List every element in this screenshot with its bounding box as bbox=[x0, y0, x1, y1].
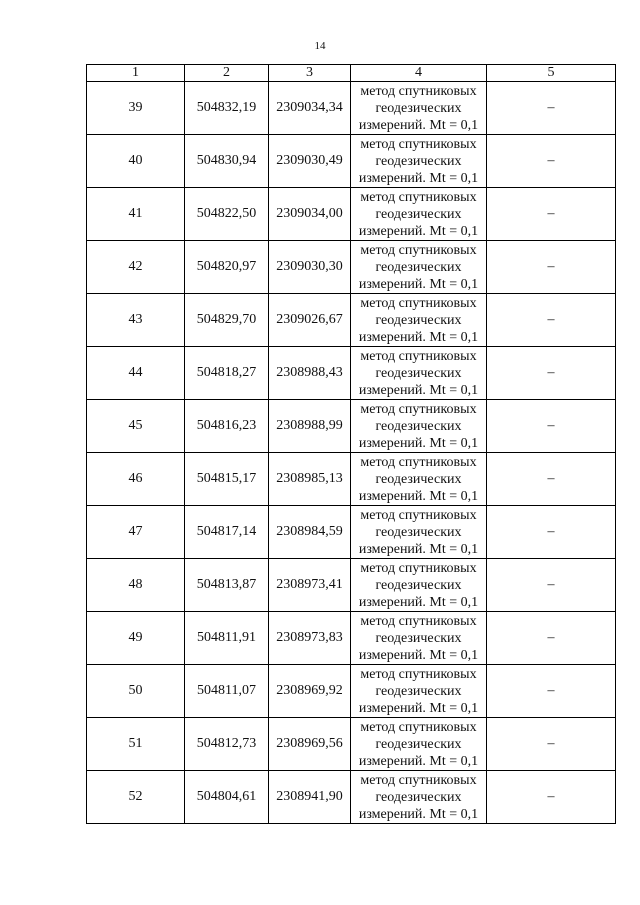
x-coordinate-cell: 504811,91 bbox=[185, 612, 269, 665]
y-coordinate-cell: 2308985,13 bbox=[269, 453, 351, 506]
method-text-line: метод спутниковых bbox=[360, 560, 477, 576]
method-text-line: измерений. Mt = 0,1 bbox=[358, 594, 479, 610]
y-coordinate-cell: 2308941,90 bbox=[269, 771, 351, 824]
table-row bbox=[87, 82, 616, 135]
method-text-line: метод спутниковых bbox=[360, 401, 477, 417]
method-text-line: измерений. Mt = 0,1 bbox=[358, 117, 479, 133]
method-text-line: измерений. Mt = 0,1 bbox=[358, 435, 479, 451]
method-cell bbox=[351, 612, 487, 665]
method-text-line: геодезических bbox=[375, 630, 462, 646]
table-row bbox=[87, 506, 616, 559]
page-number: 14 bbox=[314, 40, 326, 52]
method-text-line: измерений. Mt = 0,1 bbox=[358, 647, 479, 663]
method-cell bbox=[351, 347, 487, 400]
table-row bbox=[87, 188, 616, 241]
point-number-cell: 43 bbox=[87, 294, 185, 347]
method-cell bbox=[351, 559, 487, 612]
column-5-cell: – bbox=[487, 294, 616, 347]
column-header-4: 4 bbox=[351, 65, 487, 82]
column-5-cell: – bbox=[487, 612, 616, 665]
method-text-line: геодезических bbox=[375, 471, 462, 487]
table-row bbox=[87, 665, 616, 718]
method-text-line: измерений. Mt = 0,1 bbox=[358, 276, 479, 292]
y-coordinate-cell: 2309030,49 bbox=[269, 135, 351, 188]
method-text-line: геодезических bbox=[375, 100, 462, 116]
method-text-line: метод спутниковых bbox=[360, 507, 477, 523]
x-coordinate-cell: 504817,14 bbox=[185, 506, 269, 559]
method-text-line: геодезических bbox=[375, 418, 462, 434]
x-coordinate-cell: 504829,70 bbox=[185, 294, 269, 347]
method-text-line: геодезических bbox=[375, 736, 462, 752]
x-coordinate-cell: 504816,23 bbox=[185, 400, 269, 453]
x-coordinate-cell: 504813,87 bbox=[185, 559, 269, 612]
table-row bbox=[87, 453, 616, 506]
table-header-row bbox=[87, 65, 616, 82]
column-5-cell: – bbox=[487, 506, 616, 559]
method-text-line: измерений. Mt = 0,1 bbox=[358, 700, 479, 716]
column-5-cell: – bbox=[487, 718, 616, 771]
point-number-cell: 46 bbox=[87, 453, 185, 506]
table-row bbox=[87, 135, 616, 188]
y-coordinate-cell: 2308988,43 bbox=[269, 347, 351, 400]
method-text-line: метод спутниковых bbox=[360, 295, 477, 311]
method-text-line: метод спутниковых bbox=[360, 83, 477, 99]
column-5-cell: – bbox=[487, 771, 616, 824]
x-coordinate-cell: 504830,94 bbox=[185, 135, 269, 188]
table-row bbox=[87, 718, 616, 771]
x-coordinate-cell: 504812,73 bbox=[185, 718, 269, 771]
point-number-cell: 50 bbox=[87, 665, 185, 718]
method-cell bbox=[351, 400, 487, 453]
method-text-line: метод спутниковых bbox=[360, 454, 477, 470]
column-5-cell: – bbox=[487, 400, 616, 453]
method-text-line: метод спутниковых bbox=[360, 189, 477, 205]
y-coordinate-cell: 2308984,59 bbox=[269, 506, 351, 559]
method-text-line: измерений. Mt = 0,1 bbox=[358, 382, 479, 398]
point-number-cell: 51 bbox=[87, 718, 185, 771]
x-coordinate-cell: 504820,97 bbox=[185, 241, 269, 294]
point-number-cell: 52 bbox=[87, 771, 185, 824]
y-coordinate-cell: 2309030,30 bbox=[269, 241, 351, 294]
point-number-cell: 45 bbox=[87, 400, 185, 453]
method-text-line: измерений. Mt = 0,1 bbox=[358, 488, 479, 504]
method-text-line: метод спутниковых bbox=[360, 613, 477, 629]
method-text-line: измерений. Mt = 0,1 bbox=[358, 806, 479, 822]
column-5-cell: – bbox=[487, 559, 616, 612]
column-5-cell: – bbox=[487, 82, 616, 135]
table-row bbox=[87, 400, 616, 453]
x-coordinate-cell: 504818,27 bbox=[185, 347, 269, 400]
method-cell bbox=[351, 294, 487, 347]
method-text-line: геодезических bbox=[375, 524, 462, 540]
method-cell bbox=[351, 188, 487, 241]
coordinates-table bbox=[86, 64, 616, 824]
method-text-line: геодезических bbox=[375, 577, 462, 593]
point-number-cell: 39 bbox=[87, 82, 185, 135]
method-cell bbox=[351, 718, 487, 771]
x-coordinate-cell: 504822,50 bbox=[185, 188, 269, 241]
method-text-line: геодезических bbox=[375, 153, 462, 169]
y-coordinate-cell: 2309026,67 bbox=[269, 294, 351, 347]
column-5-cell: – bbox=[487, 665, 616, 718]
method-cell bbox=[351, 771, 487, 824]
point-number-cell: 47 bbox=[87, 506, 185, 559]
y-coordinate-cell: 2309034,00 bbox=[269, 188, 351, 241]
column-header-1: 1 bbox=[87, 65, 185, 82]
method-text-line: метод спутниковых bbox=[360, 136, 477, 152]
x-coordinate-cell: 504815,17 bbox=[185, 453, 269, 506]
column-5-cell: – bbox=[487, 135, 616, 188]
method-cell bbox=[351, 665, 487, 718]
column-5-cell: – bbox=[487, 241, 616, 294]
y-coordinate-cell: 2308969,92 bbox=[269, 665, 351, 718]
x-coordinate-cell: 504804,61 bbox=[185, 771, 269, 824]
column-header-2: 2 bbox=[185, 65, 269, 82]
method-text-line: геодезических bbox=[375, 683, 462, 699]
table-row bbox=[87, 241, 616, 294]
point-number-cell: 42 bbox=[87, 241, 185, 294]
column-5-cell: – bbox=[487, 188, 616, 241]
method-cell bbox=[351, 241, 487, 294]
table-row bbox=[87, 612, 616, 665]
method-text-line: измерений. Mt = 0,1 bbox=[358, 753, 479, 769]
y-coordinate-cell: 2308969,56 bbox=[269, 718, 351, 771]
method-text-line: геодезических bbox=[375, 365, 462, 381]
y-coordinate-cell: 2309034,34 bbox=[269, 82, 351, 135]
table-row bbox=[87, 294, 616, 347]
y-coordinate-cell: 2308973,83 bbox=[269, 612, 351, 665]
y-coordinate-cell: 2308988,99 bbox=[269, 400, 351, 453]
point-number-cell: 41 bbox=[87, 188, 185, 241]
point-number-cell: 44 bbox=[87, 347, 185, 400]
table-body bbox=[87, 82, 616, 824]
method-text-line: метод спутниковых bbox=[360, 242, 477, 258]
x-coordinate-cell: 504832,19 bbox=[185, 82, 269, 135]
table-row bbox=[87, 559, 616, 612]
method-text-line: метод спутниковых bbox=[360, 719, 477, 735]
method-cell bbox=[351, 135, 487, 188]
method-text-line: метод спутниковых bbox=[360, 348, 477, 364]
table-row bbox=[87, 347, 616, 400]
column-5-cell: – bbox=[487, 453, 616, 506]
method-cell bbox=[351, 82, 487, 135]
column-header-3: 3 bbox=[269, 65, 351, 82]
method-cell bbox=[351, 453, 487, 506]
method-text-line: измерений. Mt = 0,1 bbox=[358, 541, 479, 557]
table-row bbox=[87, 771, 616, 824]
point-number-cell: 40 bbox=[87, 135, 185, 188]
method-cell bbox=[351, 506, 487, 559]
method-text-line: измерений. Mt = 0,1 bbox=[358, 170, 479, 186]
method-text-line: геодезических bbox=[375, 789, 462, 805]
column-5-cell: – bbox=[487, 347, 616, 400]
x-coordinate-cell: 504811,07 bbox=[185, 665, 269, 718]
method-text-line: измерений. Mt = 0,1 bbox=[358, 223, 479, 239]
method-text-line: геодезических bbox=[375, 312, 462, 328]
point-number-cell: 49 bbox=[87, 612, 185, 665]
method-text-line: геодезических bbox=[375, 206, 462, 222]
method-text-line: метод спутниковых bbox=[360, 772, 477, 788]
y-coordinate-cell: 2308973,41 bbox=[269, 559, 351, 612]
method-text-line: измерений. Mt = 0,1 bbox=[358, 329, 479, 345]
method-text-line: метод спутниковых bbox=[360, 666, 477, 682]
column-header-5: 5 bbox=[487, 65, 616, 82]
point-number-cell: 48 bbox=[87, 559, 185, 612]
method-text-line: геодезических bbox=[375, 259, 462, 275]
